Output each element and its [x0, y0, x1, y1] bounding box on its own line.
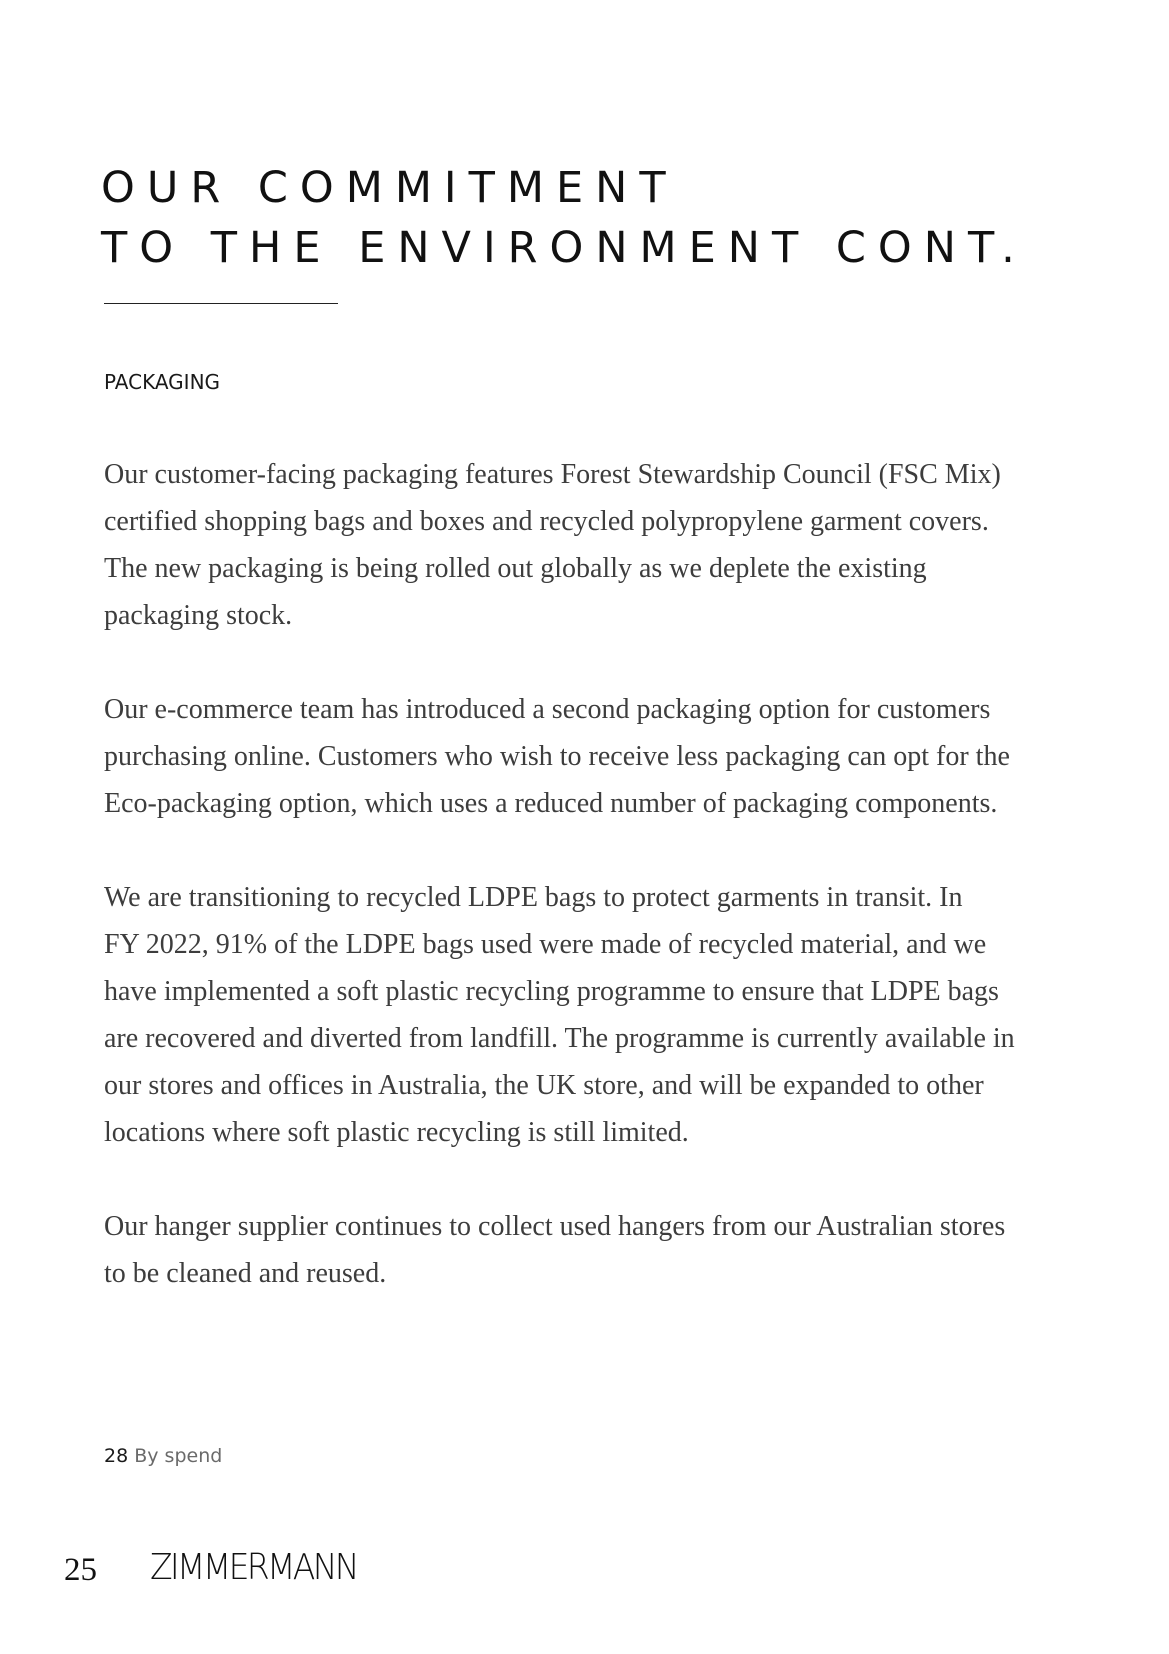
text-line: certified shopping bags and boxes and recycled polypropylene garment covers. [104, 506, 989, 537]
text-line: locations where soft plastic recycling is still limited. [104, 1117, 689, 1148]
paragraph-ldpe-recycling [104, 874, 1094, 1156]
text-line: Our hanger supplier continues to collect used hangers from our Australian stores [104, 1211, 1006, 1242]
text-line: to be cleaned and reused. [104, 1258, 387, 1289]
page-title-line-2: TO THE ENVIRONMENT CONT. [101, 223, 1027, 273]
page-number: 25 [64, 1552, 97, 1588]
paragraph-packaging-fsc [104, 451, 1094, 639]
section-heading-packaging: PACKAGING [104, 370, 221, 394]
title-divider [104, 303, 338, 304]
text-line: are recovered and diverted from landfill. The programme is currently available in [104, 1023, 1015, 1054]
paragraph-eco-packaging [104, 686, 1094, 827]
text-line: have implemented a soft plastic recycling programme to ensure that LDPE bags [104, 976, 999, 1007]
text-line: We are transitioning to recycled LDPE bags to protect garments in transit. In [104, 882, 963, 913]
text-line: Our e-commerce team has introduced a second packaging option for customers [104, 694, 991, 725]
brand-wordmark: ZIMMERMANN [150, 1547, 357, 1588]
page-title [101, 158, 1027, 278]
text-line: FY 2022, 91% of the LDPE bags used were made of recycled material, and we [104, 929, 987, 960]
paragraph-hanger-reuse [104, 1203, 1094, 1297]
footnote [104, 1443, 222, 1469]
text-line: our stores and offices in Australia, the UK store, and will be expanded to other [104, 1070, 984, 1101]
footnote-number: 28 [104, 1445, 129, 1467]
text-line: packaging stock. [104, 600, 293, 631]
text-line: Our customer-facing packaging features Forest Stewardship Council (FSC Mix) [104, 459, 1001, 490]
page-title-line-1: OUR COMMITMENT [101, 163, 678, 213]
footnote-text: By spend [134, 1445, 223, 1467]
text-line: The new packaging is being rolled out globally as we deplete the existing [104, 553, 927, 584]
text-line: Eco-packaging option, which uses a reduced number of packaging components. [104, 788, 998, 819]
text-line: purchasing online. Customers who wish to receive less packaging can opt for the [104, 741, 1010, 772]
